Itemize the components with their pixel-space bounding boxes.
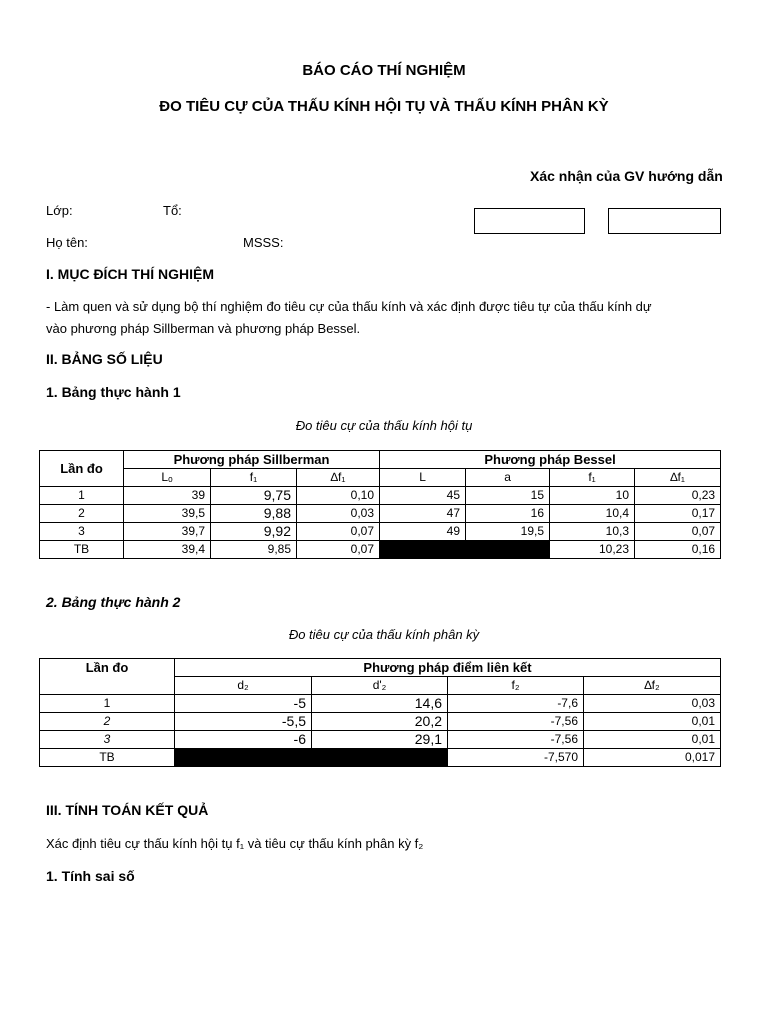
header-measurement: Lần đo [40, 659, 175, 695]
table-cell: 0,01 [584, 713, 721, 731]
table-cell: 0,17 [635, 505, 721, 523]
subheader-cell: ∆f₁ [297, 469, 380, 487]
subheader-cell: L [380, 469, 466, 487]
practice-table-2-heading: 2. Bảng thực hành 2 [46, 594, 181, 610]
table-cell: 39 [124, 487, 211, 505]
table-1-caption: Đo tiêu cự của thấu kính hội tụ [295, 418, 473, 433]
table-cell: 47 [380, 505, 466, 523]
table-cell: 10,3 [550, 523, 635, 541]
blacked-out-cell [175, 749, 448, 767]
section-1-heading: I. MỤC ĐÍCH THÍ NGHIỆM [46, 266, 214, 282]
table-cell: 39,4 [124, 541, 211, 559]
table-row-average [40, 541, 721, 559]
table-cell: 0,07 [297, 541, 380, 559]
student-id-label: MSSS: [243, 235, 284, 250]
signature-box-2 [608, 208, 721, 234]
table-2-caption: Đo tiêu cự của thấu kính phân kỳ [288, 627, 480, 642]
header-conjugate-points-method: Phương pháp điểm liên kết [175, 659, 721, 677]
table-cell: 1 [40, 487, 124, 505]
table-cell: 0,23 [635, 487, 721, 505]
converging-lens-table [39, 450, 721, 559]
table-cell: 10,23 [550, 541, 635, 559]
table-cell: 3 [40, 523, 124, 541]
results-intro-line: Xác định tiêu cự thấu kính hội tụ f₁ và tiêu cự thấu kính phân kỳ f₂ [46, 836, 424, 851]
table-cell: -5 [175, 695, 312, 713]
table-cell: 10 [550, 487, 635, 505]
purpose-line-1: - Làm quen và sử dụng bộ thí nghiệm đo tiêu cự của thấu kính và xác định được tiêu tự của thấu kính dự [46, 299, 652, 314]
table-cell: 0,01 [584, 731, 721, 749]
table-cell: -7,56 [448, 713, 584, 731]
table-cell: 20,2 [312, 713, 448, 731]
purpose-line-2: vào phương pháp Sillberman và phương pháp Bessel. [46, 321, 361, 336]
table-row [40, 731, 721, 749]
table-cell: 14,6 [312, 695, 448, 713]
table-cell: 39,5 [124, 505, 211, 523]
error-calc-heading: 1. Tính sai số [46, 868, 135, 884]
header-measurement: Lần đo [40, 451, 124, 487]
section-2-heading: II. BẢNG SỐ LIỆU [46, 351, 163, 367]
table-cell: 0,16 [635, 541, 721, 559]
table-row [40, 695, 721, 713]
table-row [40, 505, 721, 523]
table-cell: -7,56 [448, 731, 584, 749]
subheader-cell: ∆f₁ [635, 469, 721, 487]
signature-box-1 [474, 208, 585, 234]
subheader-cell: d'₂ [312, 677, 448, 695]
table-cell: 45 [380, 487, 466, 505]
table-cell: 2 [40, 713, 175, 731]
table-cell: 0,03 [584, 695, 721, 713]
table-cell: -7,6 [448, 695, 584, 713]
table-cell: TB [40, 749, 175, 767]
instructor-confirm-label: Xác nhận của GV hướng dẫn [530, 168, 723, 184]
table-cell: 29,1 [312, 731, 448, 749]
table-cell: 15 [466, 487, 550, 505]
subheader-cell: d₂ [175, 677, 312, 695]
table-cell: -7,570 [448, 749, 584, 767]
table-cell: 9,92 [211, 523, 297, 541]
table-cell: 2 [40, 505, 124, 523]
group-label: Tổ: [163, 203, 182, 218]
table-cell: 3 [40, 731, 175, 749]
table-cell: 1 [40, 695, 175, 713]
table-cell: 0,07 [635, 523, 721, 541]
table-row [40, 487, 721, 505]
table-cell: 9,85 [211, 541, 297, 559]
table-cell: TB [40, 541, 124, 559]
header-bessel-method: Phương pháp Bessel [380, 451, 721, 469]
table-cell: 0,07 [297, 523, 380, 541]
table-cell: 0,03 [297, 505, 380, 523]
practice-table-1-heading: 1. Bảng thực hành 1 [46, 384, 181, 400]
table-cell: 10,4 [550, 505, 635, 523]
name-label: Họ tên: [46, 235, 88, 250]
table-cell: 9,75 [211, 487, 297, 505]
header-sillberman-method: Phương pháp Sillberman [124, 451, 380, 469]
table-row-average [40, 749, 721, 767]
subheader-cell: f₂ [448, 677, 584, 695]
table-cell: -6 [175, 731, 312, 749]
table-cell: 16 [466, 505, 550, 523]
subheader-cell: a [466, 469, 550, 487]
table-cell: 49 [380, 523, 466, 541]
table-cell: 0,10 [297, 487, 380, 505]
table-cell: -5,5 [175, 713, 312, 731]
table-cell: 0,017 [584, 749, 721, 767]
subheader-cell: Lₒ [124, 469, 211, 487]
subheader-cell: f₁ [211, 469, 297, 487]
table-cell: 19,5 [466, 523, 550, 541]
subheader-cell: f₁ [550, 469, 635, 487]
class-label: Lớp: [46, 203, 73, 218]
subheader-cell: ∆f₂ [584, 677, 721, 695]
blacked-out-cell [380, 541, 550, 559]
table-row [40, 523, 721, 541]
table-row [40, 713, 721, 731]
table-cell: 9,88 [211, 505, 297, 523]
diverging-lens-table [39, 658, 721, 767]
report-subtitle: ĐO TIÊU CỰ CỦA THẤU KÍNH HỘI TỤ VÀ THẤU KÍNH PHÂN KỲ [159, 98, 609, 115]
section-3-heading: III. TÍNH TOÁN KẾT QUẢ [46, 802, 209, 818]
report-title: BÁO CÁO THÍ NGHIỆM [302, 62, 466, 79]
table-cell: 39,7 [124, 523, 211, 541]
